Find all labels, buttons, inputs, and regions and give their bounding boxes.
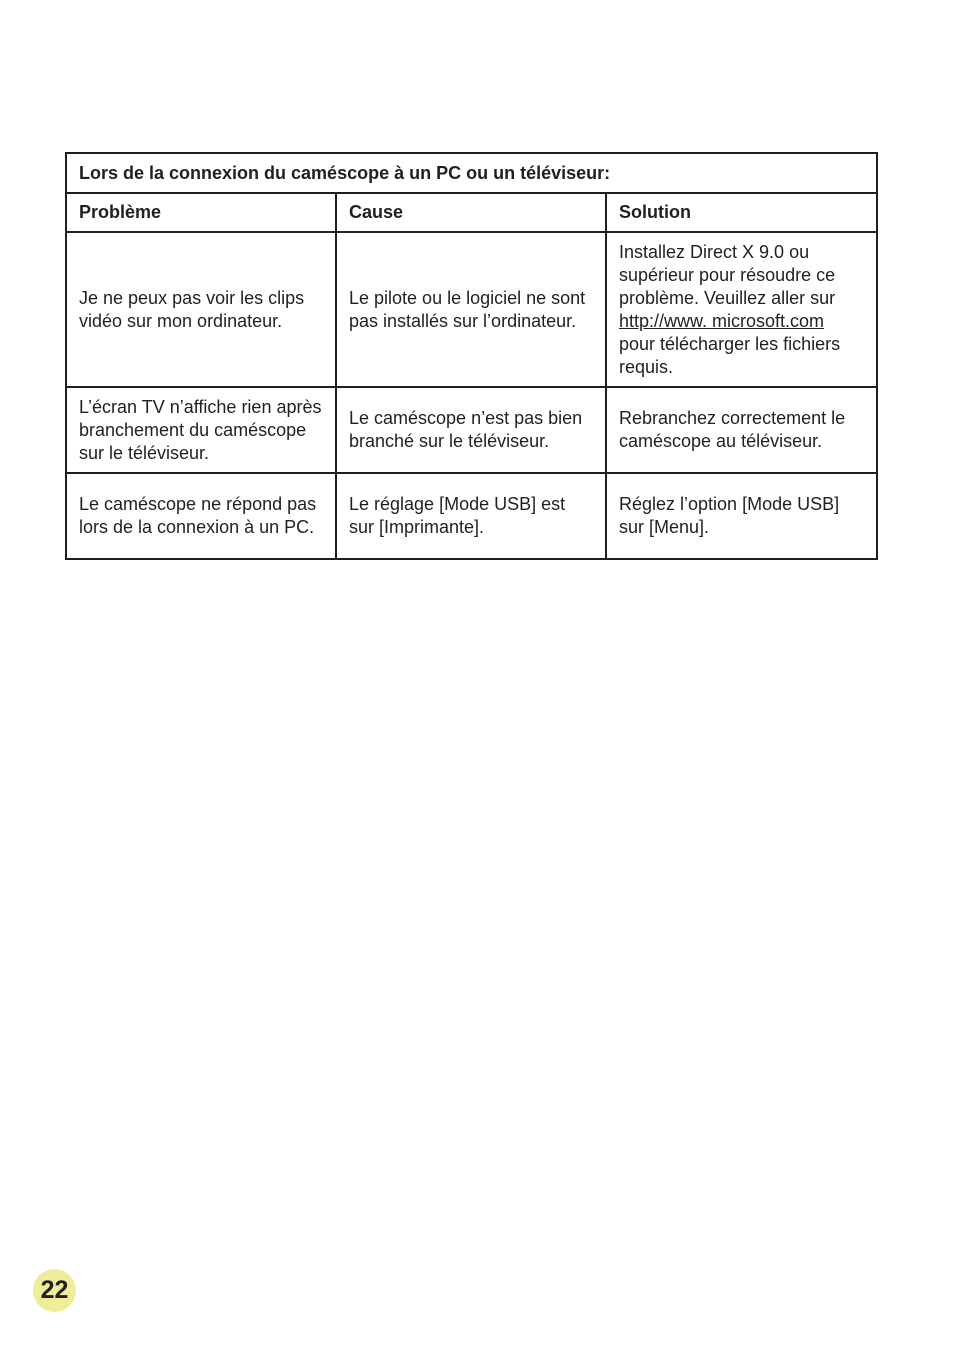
cause-cell: Le pilote ou le logiciel ne sont pas installés sur l’ordinateur.	[336, 232, 606, 387]
header-solution: Solution	[606, 193, 877, 232]
cause-cell: Le réglage [Mode USB] est sur [Imprimante].	[336, 473, 606, 559]
table-caption: Lors de la connexion du caméscope à un PC ou un téléviseur:	[66, 153, 877, 193]
header-problem: Problème	[66, 193, 336, 232]
table-row	[66, 387, 877, 473]
table-caption-row	[66, 153, 877, 193]
table-row	[66, 473, 877, 559]
solution-cell	[606, 232, 877, 387]
header-cause: Cause	[336, 193, 606, 232]
problem-cell: Je ne peux pas voir les clips vidéo sur mon ordinateur.	[66, 232, 336, 387]
solution-cell: Rebranchez correctement le caméscope au téléviseur.	[606, 387, 877, 473]
table-row	[66, 232, 877, 387]
solution-cell: Réglez l’option [Mode USB] sur [Menu].	[606, 473, 877, 559]
cause-cell: Le caméscope n’est pas bien branché sur le téléviseur.	[336, 387, 606, 473]
troubleshooting-table	[65, 152, 878, 560]
table-header-row	[66, 193, 877, 232]
problem-cell: L’écran TV n’affiche rien après branchement du caméscope sur le téléviseur.	[66, 387, 336, 473]
microsoft-link[interactable]: http://www. microsoft.com	[619, 310, 825, 331]
page-number: 22	[33, 1269, 76, 1312]
problem-cell: Le caméscope ne répond pas lors de la connexion à un PC.	[66, 473, 336, 559]
solution-text: Installez Direct X 9.0 ou supérieur pour résoudre ce problème. Veuillez aller sur	[619, 241, 836, 308]
solution-text: pour télécharger les fichiers requis.	[619, 333, 841, 377]
